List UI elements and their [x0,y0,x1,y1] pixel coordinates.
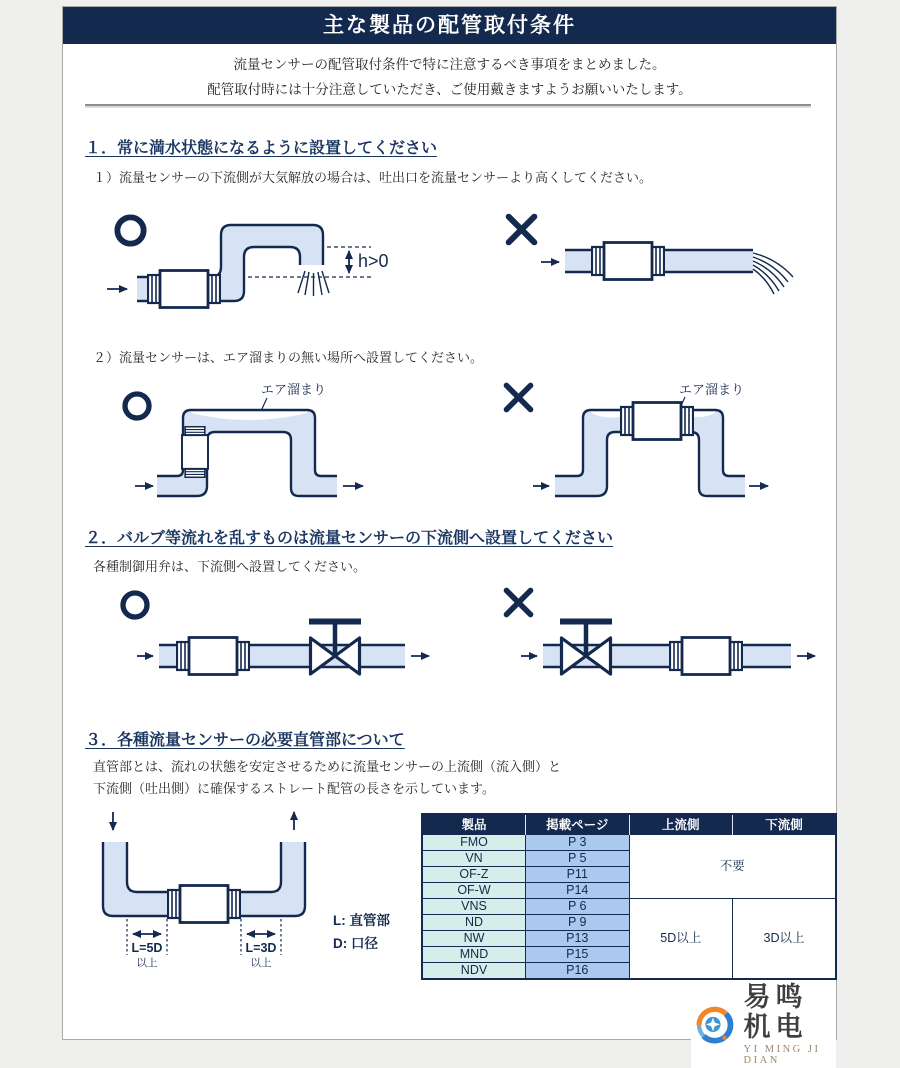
col-header-downstream: 下流側 [733,814,837,834]
straight-pipe-table [421,813,837,980]
diagram-ng-valve-upstream [491,583,896,688]
page-cell: P 6 [526,898,630,914]
col-header-product: 製品 [422,814,526,834]
page-cell: P 9 [526,914,630,930]
product-cell: ND [422,914,526,930]
page-cell: P16 [526,962,630,979]
col-header-upstream: 上流側 [629,814,733,834]
flow-sensor-icon [592,243,664,280]
flow-sensor-icon [177,638,249,675]
legend-diameter: D: 口径 [333,935,378,951]
product-cell: OF-W [422,882,526,898]
ok-mark-icon [125,394,149,418]
section3-sub-line1: 直管部とは、流れの状態を安定させるために流量センサーの上流側（流入側）と [93,759,562,774]
diagram-ok-air-pocket [91,374,496,514]
logo-name: 易鸣机电 [743,982,808,1042]
product-cell: VN [422,850,526,866]
flow-sensor-icon [148,271,220,308]
ok-mark-icon [117,217,143,243]
air-pocket-label: エア溜まり [679,382,745,397]
divider-rule [85,104,811,108]
section2-sub: 各種制御用弁は、下流側へ設置してください。 [93,559,367,574]
page-cell: P 3 [526,834,630,850]
not-required-cell: 不要 [629,834,836,898]
product-cell: OF-Z [422,866,526,882]
downstream-length-label: L=3D [245,941,277,955]
product-cell: MND [422,946,526,962]
document-page [62,6,837,1067]
water-spray-icon [298,271,329,296]
logo-mark-icon [693,992,737,1058]
flow-sensor-icon [182,427,208,478]
intro-line-2: 配管取付時には十分注意していただき、ご使用戴きますようお願いいたします。 [207,81,692,97]
upstream-min-label: 以上 [136,957,158,969]
table-row [422,898,836,914]
diagram-legend [333,910,390,956]
product-cell: VNS [422,898,526,914]
flow-sensor-icon [621,403,693,440]
page-cell: P 5 [526,850,630,866]
company-logo [691,981,836,1068]
flow-sensor-icon [670,638,742,675]
logo-subtitle: YI MING JI DIAN [743,1044,821,1067]
section3-heading: ３．各種流量センサーの必要直管部について [85,732,405,749]
downstream-requirement-cell: 3D以上 [733,898,837,979]
diagram-ok-valve-downstream [93,583,498,688]
section1-item1: １）流量センサーの下流側が大気解放の場合は、吐出口を流量センサーより高くしてください。 [93,170,653,185]
section2-heading: ２．バルブ等流れを乱すものは流量センサーの下流側へ設置してください [85,530,614,547]
upstream-length-label: L=5D [131,941,163,955]
downstream-min-label: 以上 [250,957,272,969]
table-row [422,834,836,850]
ng-mark-icon [506,385,530,409]
page-cell: P13 [526,930,630,946]
flow-sensor-icon [168,886,240,923]
diagram-ng-air-pocket [491,374,876,514]
section1-heading: １．常に満水状態になるように設置してください [85,140,438,157]
diagram-ng-open-outlet [495,201,865,321]
table-header-row [422,814,836,834]
diagram-ok-elevated-outlet [91,201,486,321]
product-cell: NDV [422,962,526,979]
upstream-requirement-cell: 5D以上 [629,898,733,979]
page-cell: P15 [526,946,630,962]
intro-text [63,53,836,103]
legend-straight-run: L: 直管部 [333,913,390,928]
height-label: h>0 [358,251,389,271]
product-cell: NW [422,930,526,946]
ng-mark-icon [509,217,535,243]
section3-sub-line2: 下流側（吐出側）に確保するストレート配管の長さを示しています。 [93,781,495,797]
col-header-page: 掲載ページ [526,814,630,834]
product-cell: FMO [422,834,526,850]
page-cell: P11 [526,866,630,882]
water-fall-icon [753,253,793,294]
ng-mark-icon [506,590,530,614]
section1-item2: ２）流量センサーは、エア溜まりの無い場所へ設置してください。 [93,350,484,365]
intro-line-1: 流量センサーの配管取付条件で特に注意するべき事項をまとめました。 [233,57,666,72]
ok-mark-icon [123,593,147,617]
page-cell: P14 [526,882,630,898]
page-title: 主な製品の配管取付条件 [63,7,836,44]
diagram-straight-pipe-requirement [93,806,343,976]
air-pocket-label: エア溜まり [261,382,327,397]
